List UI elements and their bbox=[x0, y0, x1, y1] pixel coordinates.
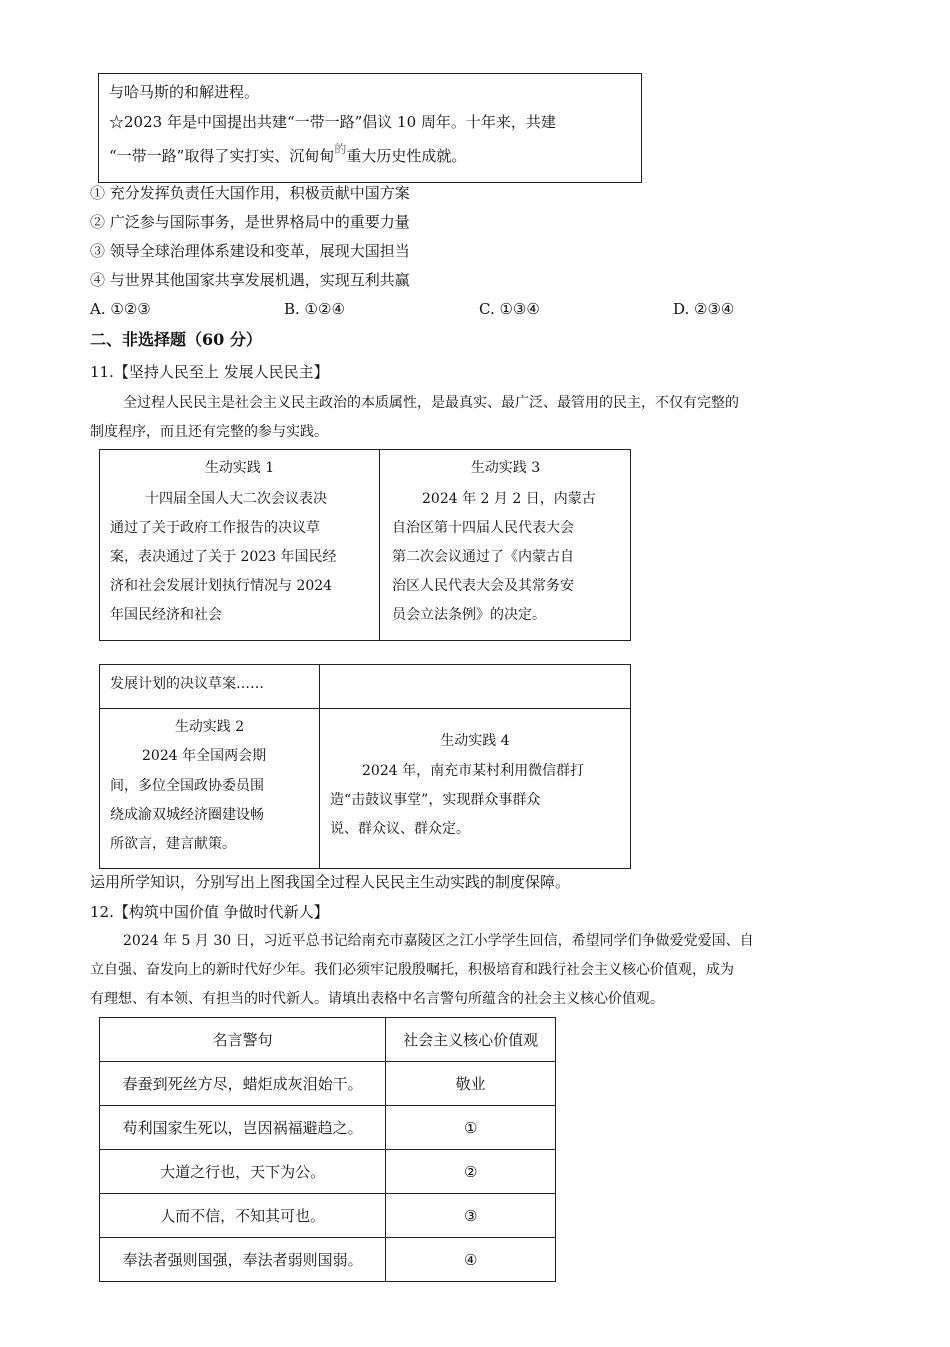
q12-intro-line-3: 有理想、有本领、有担当的时代新人。请填出表格中名言警句所蕴含的社会主义核心价值观。 bbox=[90, 991, 664, 1007]
header-quote: 名言警句 bbox=[100, 1018, 386, 1062]
practice-4-line-1: 2024 年，南充市某村利用微信群打 bbox=[362, 763, 585, 779]
q10-option-2: ② 广泛参与国际事务，是世界格局中的重要力量 bbox=[90, 213, 410, 231]
practice-1-line-1: 十四届全国人大二次会议表决 bbox=[145, 491, 327, 507]
quote-cell: 大道之行也，天下为公。 bbox=[100, 1150, 386, 1194]
practice-2-line-2: 间，多位全国政协委员围 bbox=[110, 778, 264, 794]
practice-3-line-1: 2024 年 2 月 2 日，内蒙古 bbox=[422, 491, 596, 507]
material-line-1: 与哈马斯的和解进程。 bbox=[109, 83, 260, 101]
q10-choice-c: C. ①③④ bbox=[479, 300, 540, 318]
material-line-3b: 重大历史性成就。 bbox=[346, 147, 467, 165]
material-line-3a: “一带一路”取得了实打实、沉甸甸 bbox=[109, 147, 335, 165]
value-cell: ④ bbox=[386, 1238, 556, 1282]
practice-1-title: 生动实践 1 bbox=[204, 460, 275, 476]
table-row bbox=[100, 1150, 556, 1194]
practice-4-line-3: 说、群众议、群众定。 bbox=[330, 821, 470, 837]
practice-2-cell bbox=[100, 717, 319, 852]
q10-option-1: ① 充分发挥负责任大国作用，积极贡献中国方案 bbox=[90, 184, 410, 202]
q10-choice-d: D. ②③④ bbox=[673, 300, 735, 318]
quote-cell: 人而不信，不知其可也。 bbox=[100, 1194, 386, 1238]
q11-intro-line-2: 制度程序，而且还有完整的参与实践。 bbox=[90, 424, 328, 440]
practice-2-line-4: 所欲言，建言献策。 bbox=[110, 836, 236, 852]
material-line-2: ☆2023 年是中国提出共建“一带一路”倡议 10 周年。十年来，共建 bbox=[109, 113, 556, 131]
q12-intro-line-1: 2024 年 5 月 30 日，习近平总书记给南充市嘉陵区之江小学学生回信，希望同学们争做爱党爱国、自 bbox=[123, 933, 754, 949]
section-title: 二、非选择题（60 分） bbox=[90, 330, 262, 349]
table-row bbox=[100, 1194, 556, 1238]
practice-table-bottom bbox=[99, 664, 631, 869]
practice-table-top bbox=[99, 449, 631, 641]
quote-cell: 奉法者强则国强，奉法者弱则国弱。 bbox=[100, 1238, 386, 1282]
q11-intro-line-1: 全过程人民民主是社会主义民主政治的本质属性，是最真实、最广泛、最管用的民主，不仅有完整的 bbox=[123, 395, 739, 411]
practice-table-row-line bbox=[100, 708, 630, 709]
practice-1-line-5: 年国民经济和社会 bbox=[110, 607, 222, 623]
q12-title: 12.【构筑中国价值 争做时代新人】 bbox=[90, 903, 329, 921]
values-table bbox=[99, 1017, 556, 1282]
q10-option-4: ④ 与世界其他国家共享发展机遇，实现互利共赢 bbox=[90, 271, 410, 289]
table-row bbox=[100, 1062, 556, 1106]
q12-intro-line-2: 立自强、奋发向上的新时代好少年。我们必须牢记殷殷嘱托，积极培育和践行社会主义核心价值观，成为 bbox=[90, 962, 734, 978]
table-row bbox=[100, 1238, 556, 1282]
practice-3-line-2: 自治区第十四届人民代表大会 bbox=[392, 520, 574, 536]
value-cell: ② bbox=[386, 1150, 556, 1194]
table-row bbox=[100, 1106, 556, 1150]
value-cell: ① bbox=[386, 1106, 556, 1150]
practice-4-title: 生动实践 4 bbox=[440, 733, 510, 749]
q10-choice-b: B. ①②④ bbox=[284, 300, 345, 318]
material-mark: 的 bbox=[334, 142, 347, 156]
practice-2-line-3: 绕成渝双城经济圈建设畅 bbox=[110, 807, 264, 823]
practice-3-title: 生动实践 3 bbox=[470, 460, 541, 476]
q10-option-3: ③ 领导全球治理体系建设和变革，展现大国担当 bbox=[90, 242, 410, 260]
practice-4-line-2: 造“击鼓议事堂”，实现群众事群众 bbox=[330, 792, 541, 808]
value-cell: 敬业 bbox=[386, 1062, 556, 1106]
header-value: 社会主义核心价值观 bbox=[386, 1018, 556, 1062]
practice-1-line-2: 通过了关于政府工作报告的决议草 bbox=[110, 520, 320, 536]
practice-3-line-3: 第二次会议通过了《内蒙古自 bbox=[392, 549, 574, 565]
values-table-header bbox=[100, 1018, 556, 1062]
practice-4-cell bbox=[320, 731, 630, 837]
quote-cell: 春蚕到死丝方尽，蜡炬成灰泪始干。 bbox=[100, 1062, 386, 1106]
value-cell: ③ bbox=[386, 1194, 556, 1238]
q10-choice-a: A. ①②③ bbox=[90, 300, 151, 318]
practice-table-divider-2 bbox=[319, 665, 320, 868]
quote-cell: 苟利国家生死以，岂因祸福避趋之。 bbox=[100, 1106, 386, 1150]
practice-3-line-5: 员会立法条例》的决定。 bbox=[392, 607, 546, 623]
practice-3-cell bbox=[380, 458, 631, 623]
q11-title: 11.【坚持人民至上 发展人民民主】 bbox=[90, 363, 329, 381]
practice-1-line-3: 案，表决通过了关于 2023 年国民经 bbox=[110, 549, 337, 565]
practice-2-title: 生动实践 2 bbox=[174, 719, 245, 735]
practice-2-line-1: 2024 年全国两会期 bbox=[142, 748, 267, 764]
practice-1-cell bbox=[100, 458, 379, 623]
practice-table-divider bbox=[379, 450, 380, 640]
practice-1-continuation: 发展计划的决议草案…… bbox=[110, 676, 264, 692]
material-box bbox=[98, 73, 642, 183]
q11-question: 运用所学知识，分别写出上图我国全过程人民民主生动实践的制度保障。 bbox=[90, 873, 571, 891]
practice-1-line-4: 济和社会发展计划执行情况与 2024 bbox=[110, 578, 333, 594]
practice-3-line-4: 治区人民代表大会及其常务安 bbox=[392, 578, 574, 594]
material-line-3 bbox=[109, 142, 467, 167]
